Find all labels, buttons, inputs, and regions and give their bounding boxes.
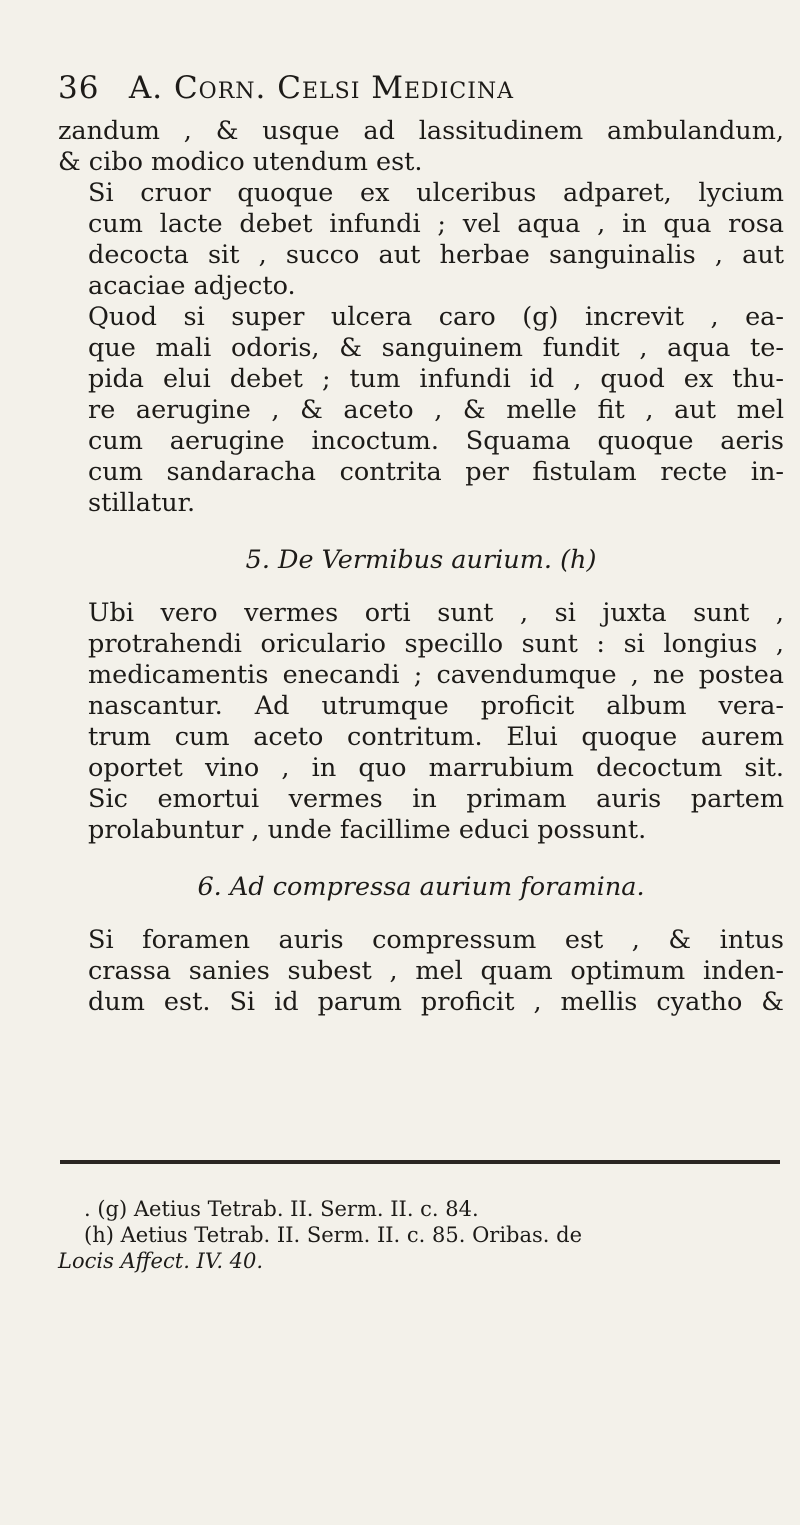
section-heading-6: 6. Ad compressa aurium foramina. [197, 872, 645, 902]
footnotes [58, 1196, 778, 1274]
footnote-h-line-1: (h) Aetius Tetrab. II. Serm. II. c. 85. Oribas. de [84, 1223, 583, 1247]
paragraph-3: Quod si super ulcera caro (g) increvit , ea- que mali odoris, & sanguinem fundit , aqua te- pida elui debet ; tum infundi id , quod ex thu- re aerugine , & aceto , & melle fit , aut mel cum aerugine incoctum. Squama quoque aeris cum sandaracha contrita per fistulam recte in- stillatur. [88, 302, 784, 518]
paragraph-1: zandum , & usque ad lassitudinem ambulandum, & cibo modico utendum est. [58, 116, 784, 177]
section-heading-5: 5. De Vermibus aurium. (h) [245, 545, 597, 575]
footnote-g: . (g) Aetius Tetrab. II. Serm. II. c. 84. [84, 1197, 479, 1221]
footnote-h-line-2: Locis Affect. IV. 40. [58, 1249, 264, 1273]
paragraph-5: Si foramen auris compressum est , & intus crassa sanies subest , mel quam optimum inden- dum est. Si id parum proficit , mellis cyatho & [88, 925, 784, 1017]
running-title: A. Corn. Celsi Medicina [128, 70, 515, 106]
paragraph-2: Si cruor quoque ex ulceribus adparet, lycium cum lacte debet infundi ; vel aqua , in qua rosa decocta sit , succo aut herbae sanguinalis , aut acaciae adjecto. [88, 178, 784, 301]
page-number: 36 [58, 70, 100, 106]
running-header [58, 70, 778, 106]
main-text [58, 116, 784, 1018]
footnote-rule [60, 1160, 780, 1164]
paragraph-4: Ubi vero vermes orti sunt , si juxta sunt , protrahendi oriculario specillo sunt : si longius , medicamentis enecandi ; cavendumque , ne postea nascantur. Ad utrumque proficit album vera- trum cum aceto contritum. Elui quoque aurem oportet vino , in quo marrubium decoctum sit. Sic emortui vermes in primam auris partem prolabuntur , unde facillime educi possunt. [88, 598, 784, 845]
